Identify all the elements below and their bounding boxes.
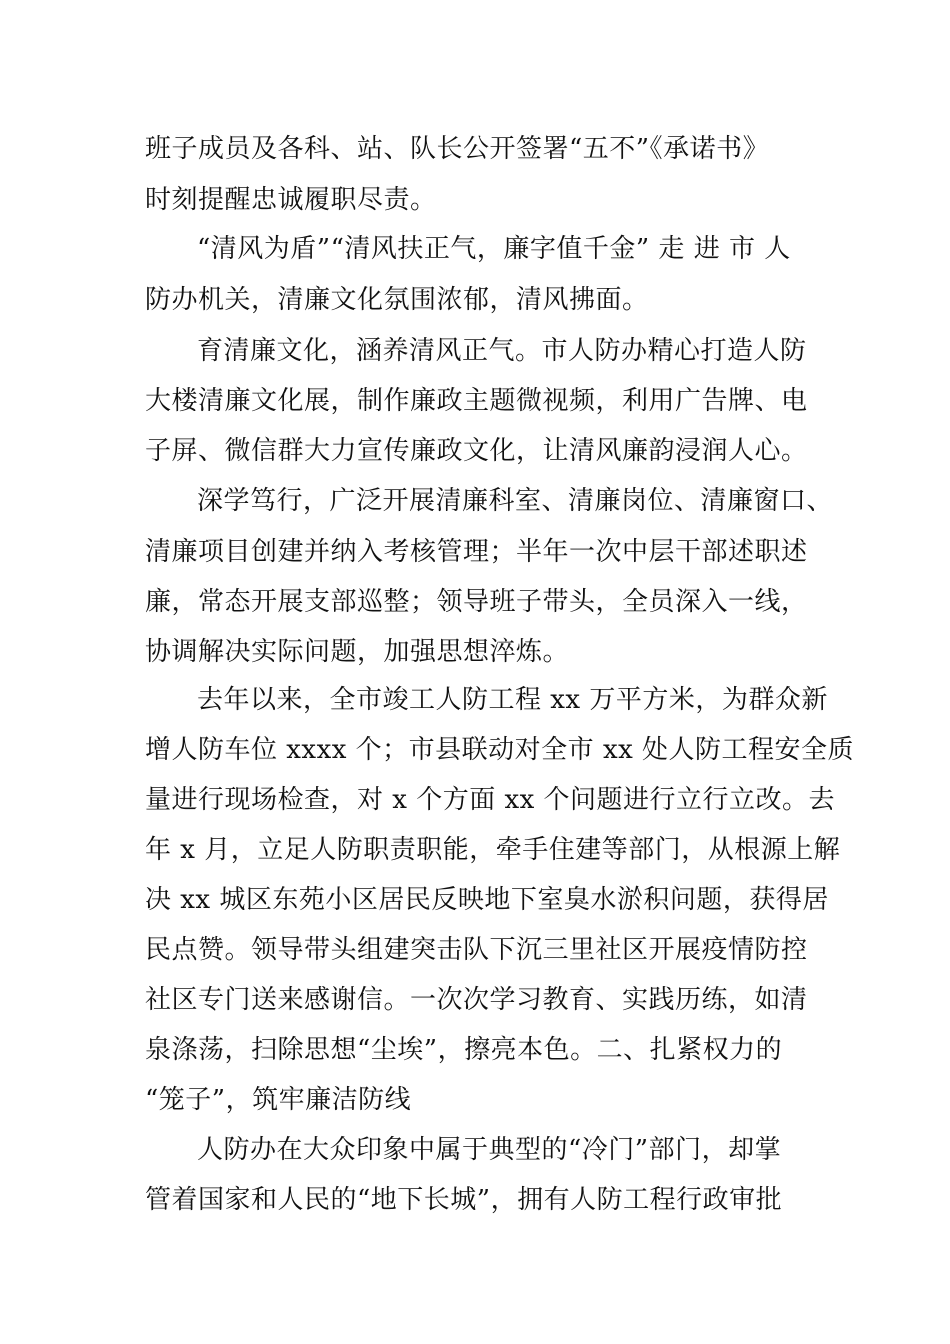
text-line: 防办机关，清廉文化氛围浓郁，清风拂面。 [145,285,649,315]
text-line: 泉涤荡，扫除思想“尘埃”，擦亮本色。二、扎紧权力的 [145,1035,783,1065]
text-line: 时刻提醒忠诚履职尽责。 [145,185,437,215]
text-line: 年 x 月，立足人防职责职能，牵手住建等部门，从根源上解 [145,835,841,865]
text-line: 决 xx 城区东苑小区居民反映地下室臭水淤积问题，获得居 [145,885,829,915]
text-line: 子屏、微信群大力宣传廉政文化，让清风廉韵浸润人心。 [145,436,808,466]
paragraph-start-line: “清风为盾”“清风扶正气，廉字值千金” 走 进 市 人 [197,234,791,264]
text-line: 班子成员及各科、站、队长公开签署“五不”《承诺书》 [145,134,770,164]
text-line: 廉，常态开展支部巡整；领导班子带头，全员深入一线， [145,587,808,617]
text-line: 增人防车位 xxxx 个；市县联动对全市 xx 处人防工程安全质 [145,735,855,765]
paragraph-start-line: 育清廉文化，涵养清风正气。市人防办精心打造人防 [197,336,807,366]
text-line: 管着国家和人民的“地下长城”，拥有人防工程行政审批 [145,1185,783,1215]
paragraph-start-line: 人防办在大众印象中属于典型的“冷门”部门，却掌 [197,1135,782,1165]
text-line: 清廉项目创建并纳入考核管理；半年一次中层干部述职述 [145,537,808,567]
text-line: “笼子”，筑牢廉洁防线 [145,1085,412,1115]
text-line: 协调解决实际问题，加强思想淬炼。 [145,637,570,667]
paragraph-start-line: 去年以来，全市竣工人防工程 xx 万平方米，为群众新 [197,685,828,715]
text-line: 大楼清廉文化展，制作廉政主题微视频，利用广告牌、电 [145,386,808,416]
text-line: 社区专门送来感谢信。一次次学习教育、实践历练，如清 [145,985,808,1015]
text-line: 民点赞。领导带头组建突击队下沉三里社区开展疫情防控 [145,935,808,965]
paragraph-start-line: 深学笃行，广泛开展清廉科室、清廉岗位、清廉窗口、 [197,486,834,516]
text-line: 量进行现场检查，对 x 个方面 xx 个问题进行立行立改。去 [145,785,836,815]
